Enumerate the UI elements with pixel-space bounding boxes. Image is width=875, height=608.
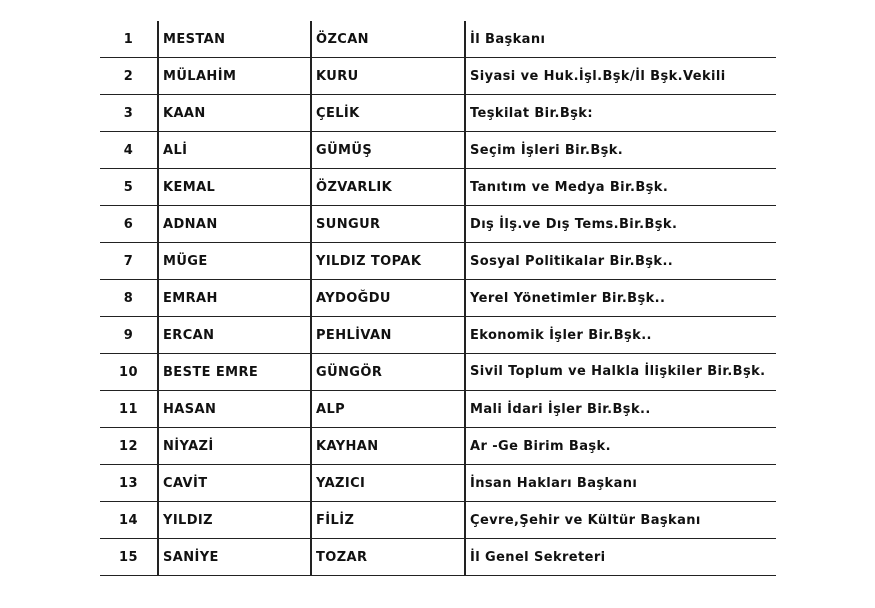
first-name: BESTE EMRE	[158, 354, 311, 391]
table-row	[100, 391, 776, 428]
last-name: KAYHAN	[311, 428, 465, 465]
last-name: SUNGUR	[311, 206, 465, 243]
last-name: ÖZVARLIK	[311, 169, 465, 206]
first-name: KEMAL	[158, 169, 311, 206]
table-row	[100, 465, 776, 502]
role-title: İl Başkanı	[465, 21, 776, 58]
role-title: Çevre,Şehir ve Kültür Başkanı	[465, 502, 776, 539]
member-list-table-wrapper	[100, 21, 776, 576]
table-row	[100, 539, 776, 576]
first-name: ALİ	[158, 132, 311, 169]
table-row	[100, 21, 776, 58]
table-row	[100, 206, 776, 243]
table-row	[100, 502, 776, 539]
first-name: HASAN	[158, 391, 311, 428]
role-title: Yerel Yönetimler Bir.Bşk..	[465, 280, 776, 317]
last-name: GÜMÜŞ	[311, 132, 465, 169]
member-list-body	[100, 21, 776, 576]
last-name: TOZAR	[311, 539, 465, 576]
first-name: MESTAN	[158, 21, 311, 58]
first-name: MÜGE	[158, 243, 311, 280]
role-title: Sivil Toplum ve Halkla İlişkiler Bir.Bşk.	[465, 354, 776, 391]
first-name: KAAN	[158, 95, 311, 132]
row-number: 7	[100, 243, 158, 280]
row-number: 5	[100, 169, 158, 206]
last-name: PEHLİVAN	[311, 317, 465, 354]
first-name: EMRAH	[158, 280, 311, 317]
first-name: ADNAN	[158, 206, 311, 243]
table-row	[100, 169, 776, 206]
role-title: İnsan Hakları Başkanı	[465, 465, 776, 502]
last-name: AYDOĞDU	[311, 280, 465, 317]
role-title: İl Genel Sekreteri	[465, 539, 776, 576]
last-name: YAZICI	[311, 465, 465, 502]
first-name: ERCAN	[158, 317, 311, 354]
role-title: Teşkilat Bir.Bşk:	[465, 95, 776, 132]
role-title: Ekonomik İşler Bir.Bşk..	[465, 317, 776, 354]
first-name: CAVİT	[158, 465, 311, 502]
table-row	[100, 243, 776, 280]
table-row	[100, 354, 776, 391]
first-name: SANİYE	[158, 539, 311, 576]
last-name: ALP	[311, 391, 465, 428]
row-number: 2	[100, 58, 158, 95]
row-number: 13	[100, 465, 158, 502]
table-row	[100, 95, 776, 132]
role-title: Ar -Ge Birim Başk.	[465, 428, 776, 465]
role-title: Dış İlş.ve Dış Tems.Bir.Bşk.	[465, 206, 776, 243]
role-title: Seçim İşleri Bir.Bşk.	[465, 132, 776, 169]
role-title: Siyasi ve Huk.İşl.Bşk/İl Bşk.Vekili	[465, 58, 776, 95]
first-name: MÜLAHİM	[158, 58, 311, 95]
first-name: NİYAZİ	[158, 428, 311, 465]
table-row	[100, 317, 776, 354]
row-number: 4	[100, 132, 158, 169]
role-title: Mali İdari İşler Bir.Bşk..	[465, 391, 776, 428]
row-number: 11	[100, 391, 158, 428]
member-list-table	[100, 21, 776, 576]
last-name: KURU	[311, 58, 465, 95]
row-number: 14	[100, 502, 158, 539]
role-title: Sosyal Politikalar Bir.Bşk..	[465, 243, 776, 280]
table-row	[100, 428, 776, 465]
row-number: 8	[100, 280, 158, 317]
row-number: 3	[100, 95, 158, 132]
last-name: FİLİZ	[311, 502, 465, 539]
row-number: 12	[100, 428, 158, 465]
first-name: YILDIZ	[158, 502, 311, 539]
row-number: 9	[100, 317, 158, 354]
row-number: 1	[100, 21, 158, 58]
role-title: Tanıtım ve Medya Bir.Bşk.	[465, 169, 776, 206]
last-name: ÖZCAN	[311, 21, 465, 58]
table-row	[100, 58, 776, 95]
table-row	[100, 280, 776, 317]
row-number: 15	[100, 539, 158, 576]
table-row	[100, 132, 776, 169]
row-number: 10	[100, 354, 158, 391]
last-name: ÇELİK	[311, 95, 465, 132]
last-name: YILDIZ TOPAK	[311, 243, 465, 280]
row-number: 6	[100, 206, 158, 243]
last-name: GÜNGÖR	[311, 354, 465, 391]
